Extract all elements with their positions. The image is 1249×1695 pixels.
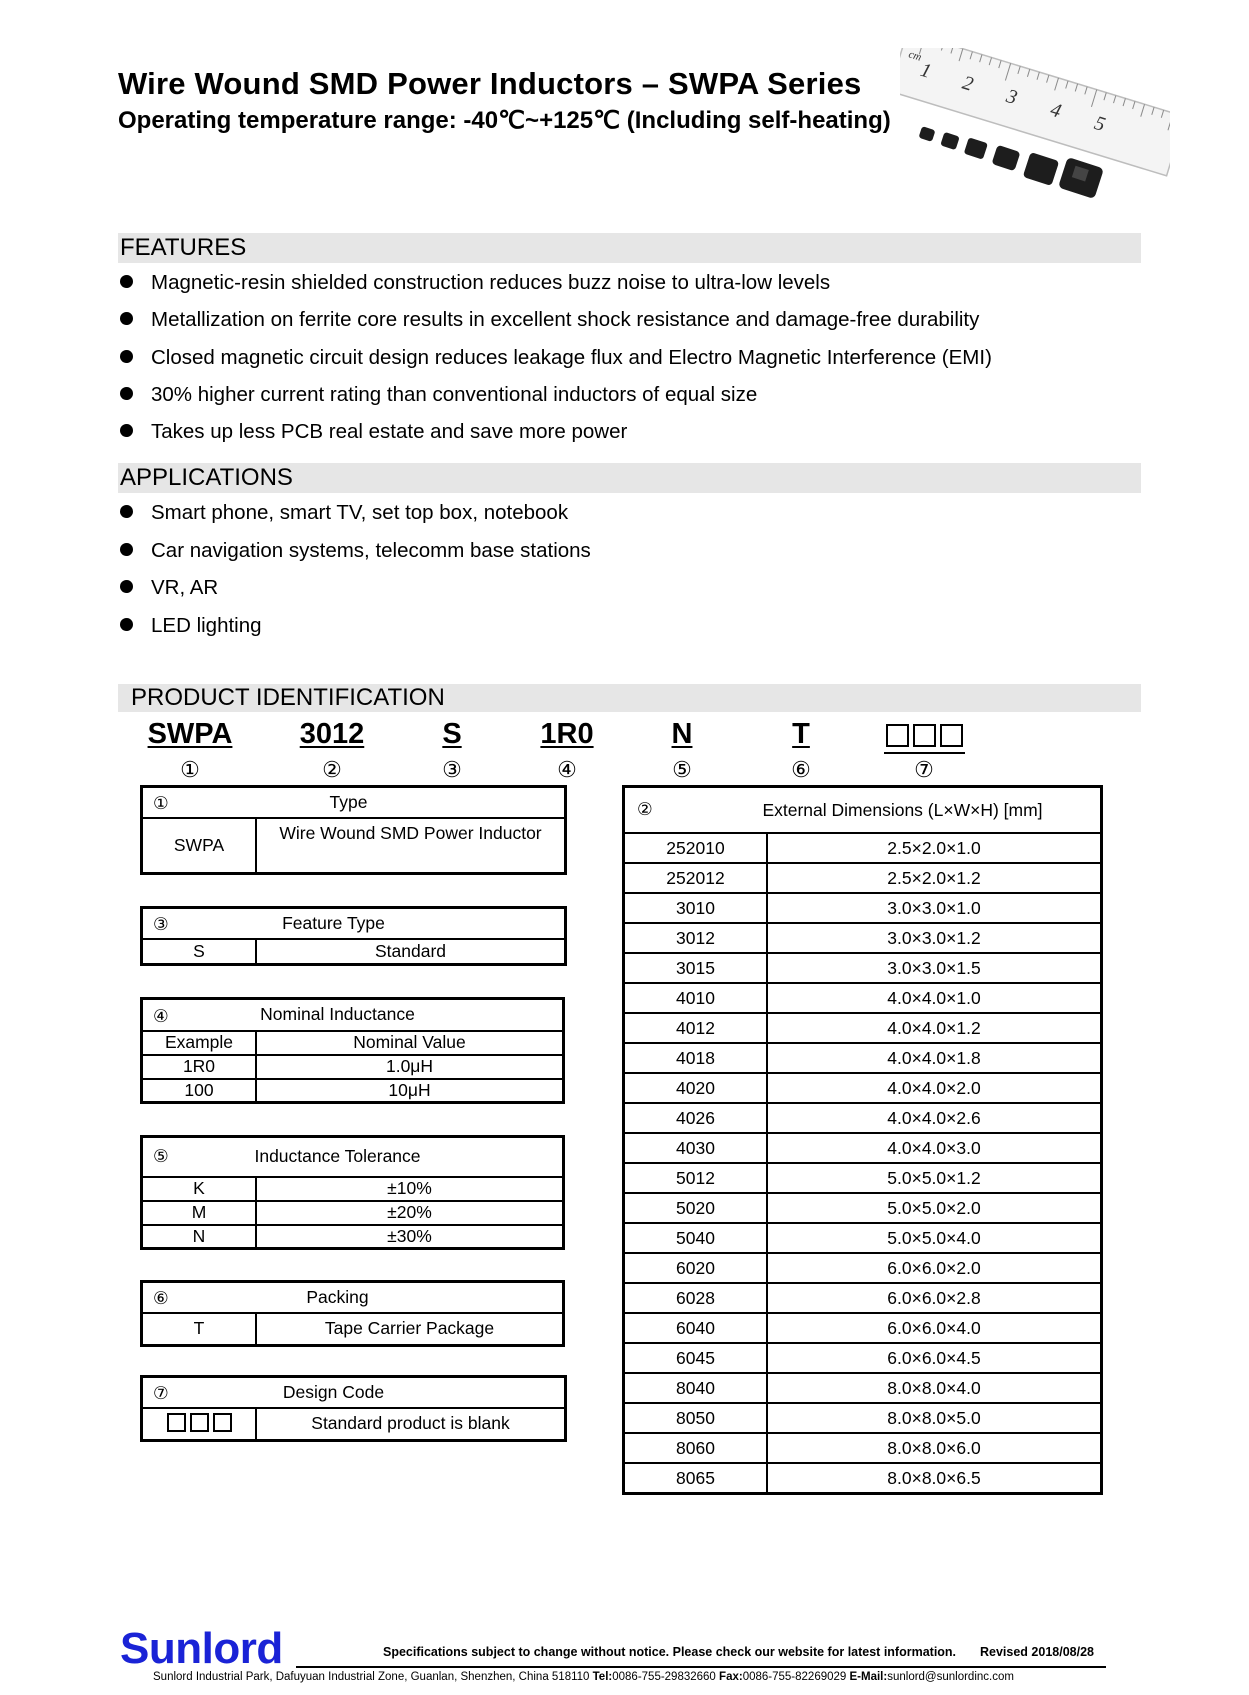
type-table-header: Type xyxy=(329,791,368,812)
dimension-code-cell: 6020 xyxy=(624,1253,768,1283)
type-desc-cell: Wire Wound SMD Power Inductor xyxy=(256,818,566,874)
table-row xyxy=(624,1403,1102,1433)
dimension-value-cell: 8.0×8.0×5.0 xyxy=(767,1403,1102,1433)
type-code-cell: SWPA xyxy=(142,818,257,874)
table-row xyxy=(624,1103,1102,1133)
dimension-code-cell: 4026 xyxy=(624,1103,768,1133)
type-table-num: ① xyxy=(153,793,169,813)
type-table xyxy=(140,785,567,875)
code-num-1: ① xyxy=(180,757,200,782)
packing-table xyxy=(140,1280,565,1347)
packing-desc-cell: Tape Carrier Package xyxy=(256,1313,564,1346)
table-row xyxy=(624,1073,1102,1103)
footer-address-line xyxy=(153,1671,1014,1683)
tolerance-table-num: ⑤ xyxy=(153,1146,169,1166)
feature-table-num: ③ xyxy=(153,914,169,934)
inductance-table-header: Nominal Inductance xyxy=(260,1004,415,1025)
dimension-value-cell: 3.0×3.0×1.2 xyxy=(767,923,1102,953)
bullet-icon xyxy=(120,543,133,556)
ruler-label-cm: cm xyxy=(907,48,923,64)
applications-heading: APPLICATIONS xyxy=(120,464,293,491)
packing-table-num: ⑥ xyxy=(153,1288,169,1308)
features-heading: FEATURES xyxy=(120,234,247,261)
dimension-value-cell: 4.0×4.0×3.0 xyxy=(767,1133,1102,1163)
code-num-3: ③ xyxy=(442,757,462,782)
feature-table-header: Feature Type xyxy=(282,912,385,933)
dimension-value-cell: 8.0×8.0×4.0 xyxy=(767,1373,1102,1403)
dimension-code-cell: 4010 xyxy=(624,983,768,1013)
feature-item: Takes up less PCB real estate and save more power xyxy=(118,419,627,445)
feature-code-cell: S xyxy=(142,939,257,965)
dimension-code-cell: 252010 xyxy=(624,833,768,863)
design-code-table xyxy=(140,1375,567,1442)
feature-item: Metallization on ferrite core results in excellent shock resistance and damage-free durability xyxy=(118,307,979,333)
dimension-value-cell: 8.0×8.0×6.5 xyxy=(767,1463,1102,1494)
dimension-code-cell: 4012 xyxy=(624,1013,768,1043)
footer-divider xyxy=(296,1666,1106,1668)
dimension-code-cell: 6040 xyxy=(624,1313,768,1343)
table-row xyxy=(624,1463,1102,1494)
table-row xyxy=(624,1133,1102,1163)
code-num-7: ⑦ xyxy=(914,757,934,782)
design-table-num: ⑦ xyxy=(153,1383,169,1403)
table-row xyxy=(624,1193,1102,1223)
dimension-code-cell: 252012 xyxy=(624,863,768,893)
bullet-icon xyxy=(120,312,133,325)
code-num-6: ⑥ xyxy=(791,757,811,782)
footer-tel: 0086-755-29832660 xyxy=(612,1671,716,1683)
bullet-icon xyxy=(120,424,133,437)
table-row xyxy=(624,1163,1102,1193)
dimension-code-cell: 3015 xyxy=(624,953,768,983)
dimension-value-cell: 5.0×5.0×2.0 xyxy=(767,1193,1102,1223)
table-row: N ±30% xyxy=(142,1225,564,1249)
ruler-label-1: 1 xyxy=(917,58,934,83)
dimension-value-cell: 6.0×6.0×4.5 xyxy=(767,1343,1102,1373)
table-row xyxy=(624,1313,1102,1343)
code-part-dimensions: 3012 xyxy=(299,718,365,750)
table-row xyxy=(624,893,1102,923)
design-table-header: Design Code xyxy=(282,1381,385,1402)
design-desc-cell: Standard product is blank xyxy=(256,1408,566,1441)
ruler-label-4: 4 xyxy=(1047,98,1064,123)
packing-table-header: Packing xyxy=(306,1286,369,1307)
code-part-tolerance: N xyxy=(671,718,693,750)
dimension-value-cell: 3.0×3.0×1.0 xyxy=(767,893,1102,923)
feature-item: Magnetic-resin shielded construction reduces buzz noise to ultra-low levels xyxy=(118,270,830,296)
dimension-code-cell: 4018 xyxy=(624,1043,768,1073)
table-row xyxy=(624,1013,1102,1043)
dimension-value-cell: 6.0×6.0×4.0 xyxy=(767,1313,1102,1343)
table-row xyxy=(624,863,1102,893)
table-row xyxy=(624,1223,1102,1253)
application-item: Car navigation systems, telecomm base stations xyxy=(118,538,591,564)
feature-desc-cell: Standard xyxy=(256,939,566,965)
table-row xyxy=(624,1373,1102,1403)
code-num-4: ④ xyxy=(557,757,577,782)
table-row: 1R0 1.0μH xyxy=(142,1055,564,1079)
table-row xyxy=(624,1253,1102,1283)
application-item: VR, AR xyxy=(118,575,218,601)
dimension-value-cell: 2.5×2.0×1.2 xyxy=(767,863,1102,893)
dimension-code-cell: 3010 xyxy=(624,893,768,923)
dimension-value-cell: 2.5×2.0×1.0 xyxy=(767,833,1102,863)
table-row xyxy=(624,833,1102,863)
application-item: Smart phone, smart TV, set top box, notebook xyxy=(118,500,568,526)
footer-fax: 0086-755-82269029 xyxy=(742,1671,847,1683)
dimension-code-cell: 6028 xyxy=(624,1283,768,1313)
dimension-value-cell: 6.0×6.0×2.0 xyxy=(767,1253,1102,1283)
table-row xyxy=(624,953,1102,983)
dimension-value-cell: 8.0×8.0×6.0 xyxy=(767,1433,1102,1463)
code-part-packing: T xyxy=(792,718,810,750)
dimension-code-cell: 5012 xyxy=(624,1163,768,1193)
table-row xyxy=(624,1283,1102,1313)
footer-fax-label: Fax: xyxy=(719,1671,743,1683)
bullet-icon xyxy=(120,387,133,400)
dimension-value-cell: 5.0×5.0×4.0 xyxy=(767,1223,1102,1253)
dimension-code-cell: 8060 xyxy=(624,1433,768,1463)
tolerance-table xyxy=(140,1135,565,1250)
design-code-squares xyxy=(142,1408,257,1441)
features-section-bar xyxy=(118,233,1141,263)
code-part-feature: S xyxy=(442,718,462,750)
table-row xyxy=(624,923,1102,953)
footer-revised: Revised 2018/08/28 xyxy=(980,1645,1094,1659)
ruler-label-5: 5 xyxy=(1091,112,1108,137)
packing-code-cell: T xyxy=(142,1313,257,1346)
inductance-table xyxy=(140,997,565,1104)
table-row: K ±10% xyxy=(142,1177,564,1201)
dimension-value-cell: 4.0×4.0×1.8 xyxy=(767,1043,1102,1073)
dimensions-table xyxy=(622,785,1103,1495)
bullet-icon xyxy=(120,350,133,363)
dimension-value-cell: 4.0×4.0×1.2 xyxy=(767,1013,1102,1043)
inductance-col2-header: Nominal Value xyxy=(256,1031,564,1055)
code-num-2: ② xyxy=(322,757,342,782)
dimension-code-cell: 3012 xyxy=(624,923,768,953)
dimension-value-cell: 5.0×5.0×1.2 xyxy=(767,1163,1102,1193)
dimension-value-cell: 4.0×4.0×1.0 xyxy=(767,983,1102,1013)
code-num-5: ⑤ xyxy=(672,757,692,782)
feature-type-table xyxy=(140,906,567,966)
dimension-code-cell: 4020 xyxy=(624,1073,768,1103)
dimension-value-cell: 4.0×4.0×2.6 xyxy=(767,1103,1102,1133)
dimensions-table-num: ② xyxy=(637,799,653,819)
dimension-value-cell: 4.0×4.0×2.0 xyxy=(767,1073,1102,1103)
code-part-inductance: 1R0 xyxy=(540,718,594,750)
sunlord-logo: Sunlord xyxy=(120,1624,283,1673)
bullet-icon xyxy=(120,275,133,288)
page-title: Wire Wound SMD Power Inductors – SWPA Series xyxy=(118,66,862,101)
feature-item: Closed magnetic circuit design reduces leakage flux and Electro Magnetic Interference (EMI) xyxy=(118,345,992,371)
table-row xyxy=(624,1043,1102,1073)
dimension-code-cell: 4030 xyxy=(624,1133,768,1163)
table-row xyxy=(624,983,1102,1013)
footer-email: sunlord@sunlordinc.com xyxy=(887,1671,1014,1683)
dimension-code-cell: 8040 xyxy=(624,1373,768,1403)
footer-tel-label: Tel: xyxy=(592,1671,613,1683)
code-part-type: SWPA xyxy=(147,718,233,750)
bullet-icon xyxy=(120,618,133,631)
inductance-table-num: ④ xyxy=(153,1006,169,1026)
ruler-label-2: 2 xyxy=(959,71,976,96)
table-row xyxy=(624,1343,1102,1373)
tolerance-table-header: Inductance Tolerance xyxy=(254,1146,421,1167)
dimension-code-cell: 8065 xyxy=(624,1463,768,1494)
table-row: M ±20% xyxy=(142,1201,564,1225)
dimension-code-cell: 5040 xyxy=(624,1223,768,1253)
page-subtitle: Operating temperature range: -40℃~+125℃ (Including self-heating) xyxy=(118,107,891,134)
product-ruler-image xyxy=(900,48,1170,218)
inductance-col1-header: Example xyxy=(142,1031,257,1055)
footer-note: Specifications subject to change without notice. Please check our website for latest information. xyxy=(383,1645,957,1659)
dimension-code-cell: 5020 xyxy=(624,1193,768,1223)
code-part-design-squares xyxy=(884,724,965,754)
dimension-code-cell: 6045 xyxy=(624,1343,768,1373)
bullet-icon xyxy=(120,580,133,593)
application-item: LED lighting xyxy=(118,613,262,639)
footer-address: Sunlord Industrial Park, Dafuyuan Industrial Zone, Guanlan, Shenzhen, China 518110 xyxy=(153,1671,590,1683)
footer-email-label: E-Mail: xyxy=(849,1671,888,1683)
dimension-code-cell: 8050 xyxy=(624,1403,768,1433)
ruler-label-3: 3 xyxy=(1003,85,1020,110)
table-row: 100 10μH xyxy=(142,1079,564,1103)
table-row xyxy=(624,1433,1102,1463)
dimension-value-cell: 3.0×3.0×1.5 xyxy=(767,953,1102,983)
dimension-value-cell: 6.0×6.0×2.8 xyxy=(767,1283,1102,1313)
product-id-heading: PRODUCT IDENTIFICATION xyxy=(131,684,445,711)
bullet-icon xyxy=(120,505,133,518)
dimensions-table-header: External Dimensions (L×W×H) [mm] xyxy=(762,799,1043,820)
feature-item: 30% higher current rating than conventional inductors of equal size xyxy=(118,382,757,408)
